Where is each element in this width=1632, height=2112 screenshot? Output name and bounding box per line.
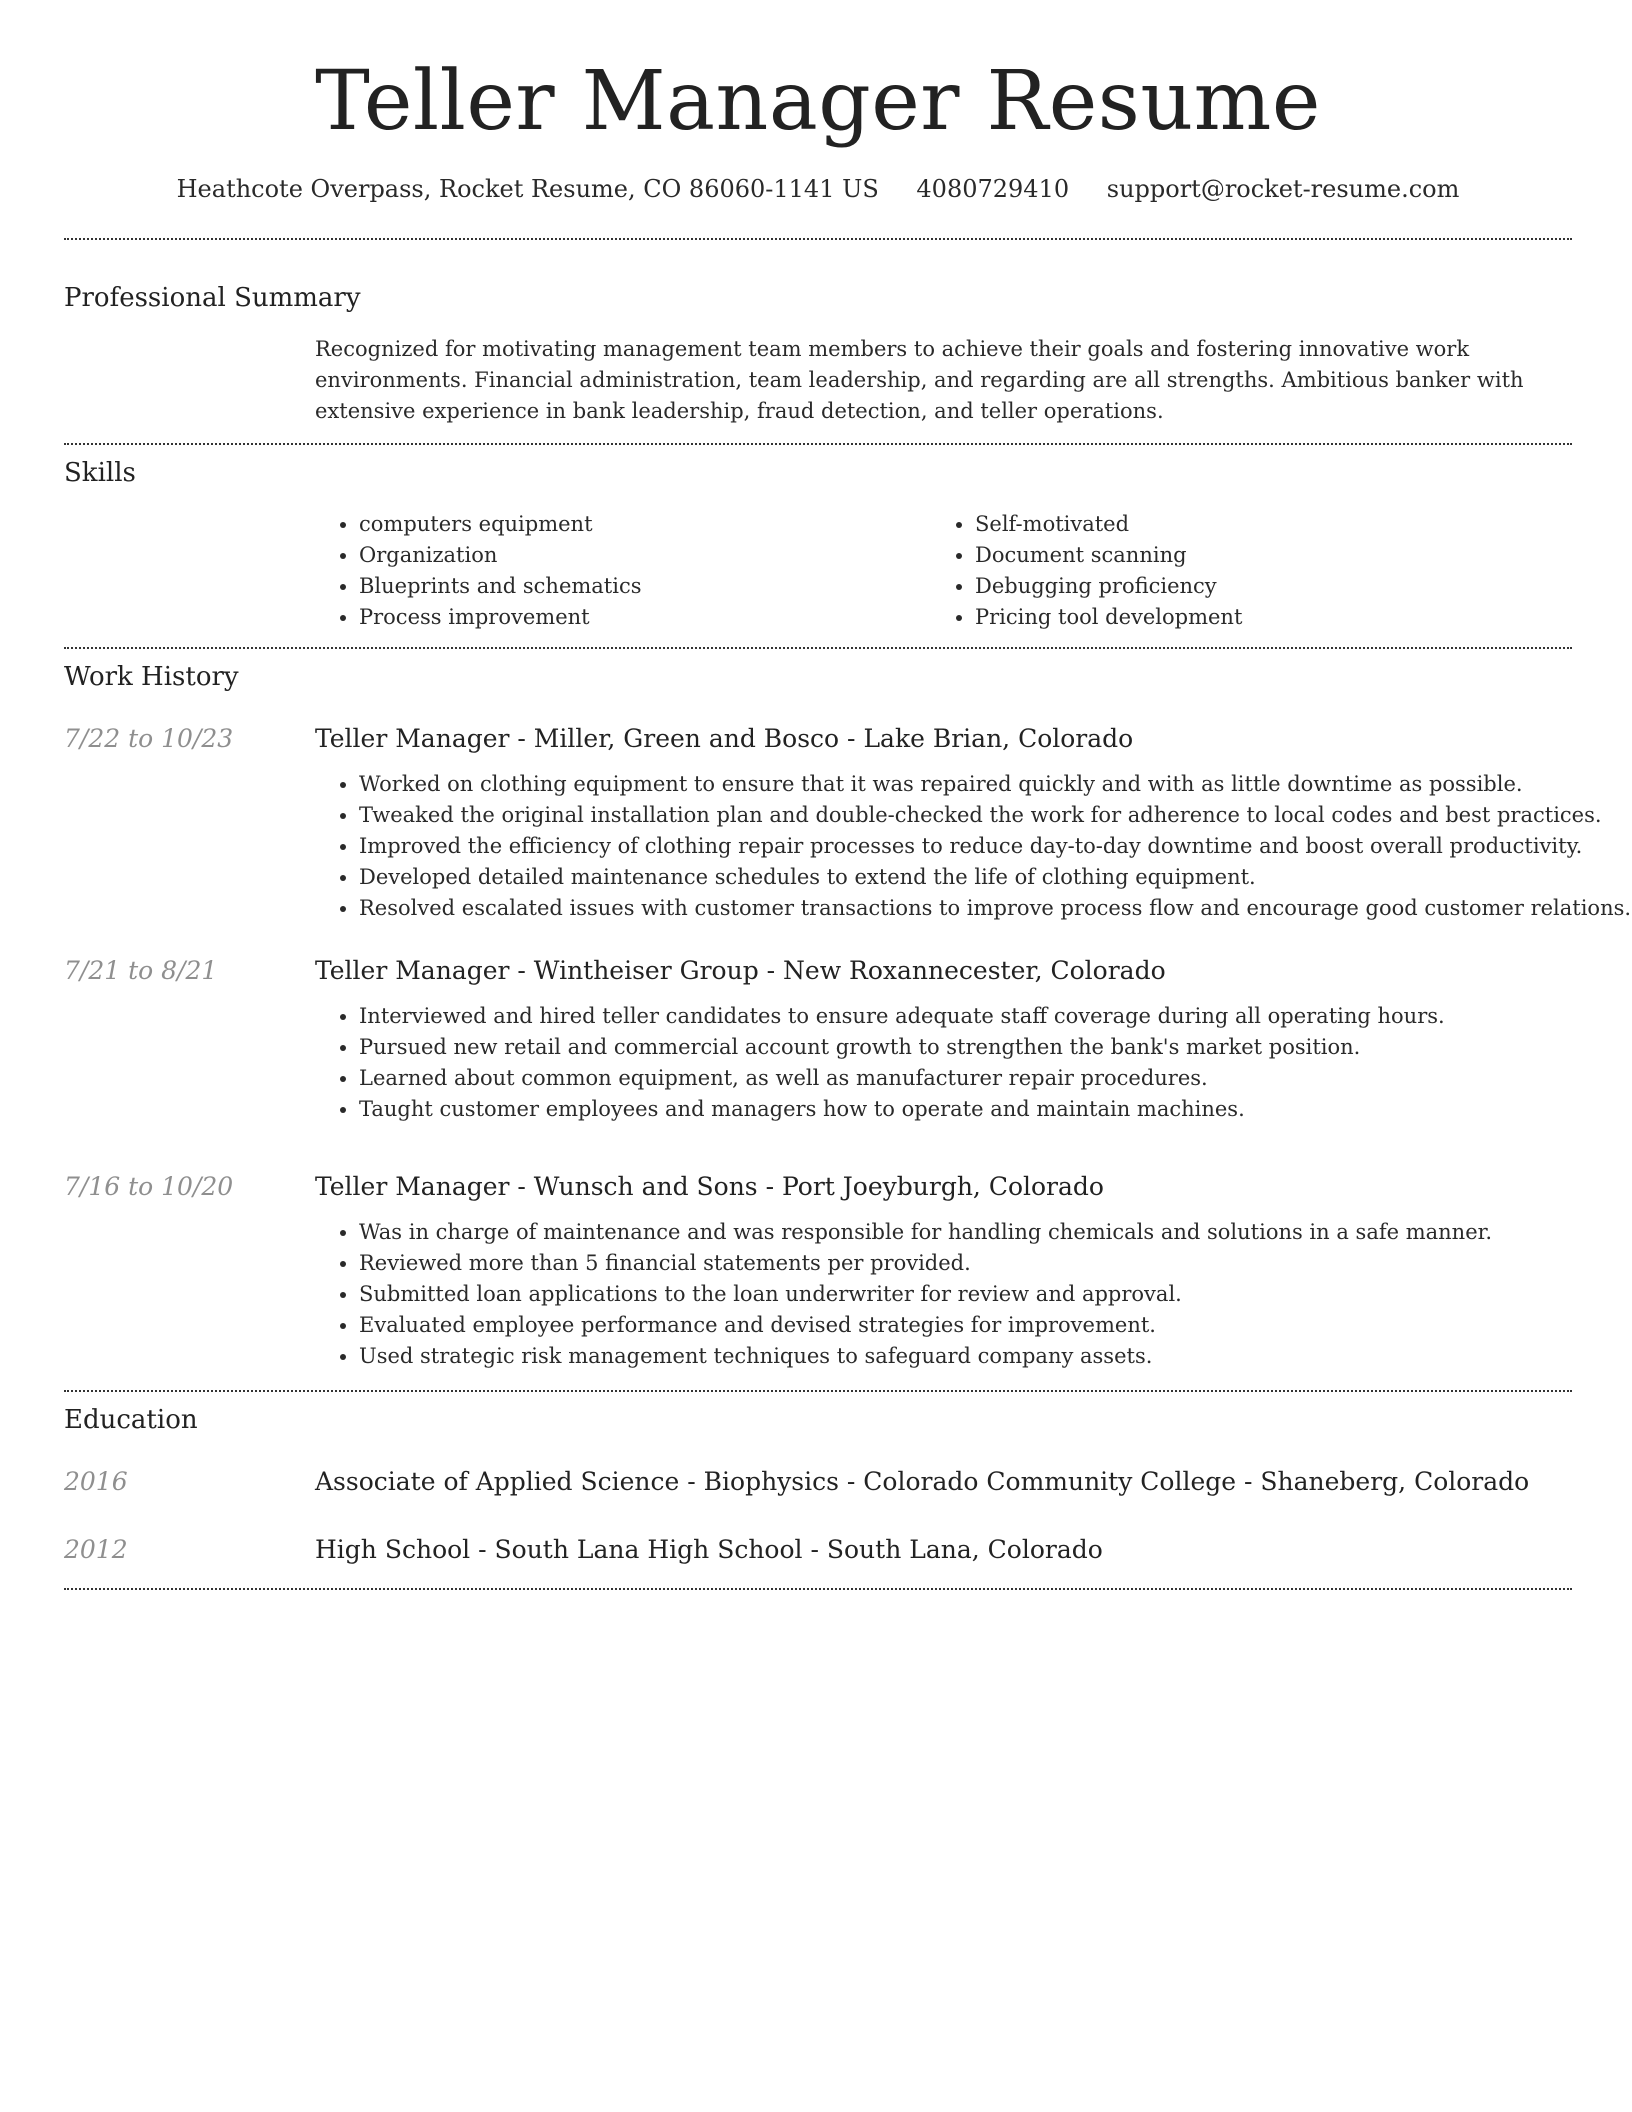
job-bullet: • Pursued new retail and commercial account growth to strengthen the bank's market position. xyxy=(359,1032,1572,1063)
divider xyxy=(64,238,1572,240)
education-entry xyxy=(64,1532,1572,1568)
skill-item: • Organization xyxy=(359,540,931,571)
contact-address: Heathcote Overpass, Rocket Resume, CO 86060-1141 US xyxy=(176,175,879,203)
skills-list-right xyxy=(931,509,1547,633)
job-bullets xyxy=(315,1001,1572,1125)
skill-item: • computers equipment xyxy=(359,509,931,540)
job-bullet: • Interviewed and hired teller candidates to ensure adequate staff coverage during all operating hours. xyxy=(359,1001,1572,1032)
education-entry xyxy=(64,1464,1572,1500)
job-entry xyxy=(64,953,1572,1125)
job-body xyxy=(315,1169,1572,1372)
education-heading: Education xyxy=(64,1405,198,1435)
job-bullet: • Improved the efficiency of clothing repair processes to reduce day-to-day downtime and boost overall productivity. xyxy=(359,831,1631,862)
job-bullet: • Evaluated employee performance and devised strategies for improvement. xyxy=(359,1310,1572,1341)
education-year: 2016 xyxy=(64,1467,128,1496)
job-bullet: • Was in charge of maintenance and was responsible for handling chemicals and solutions in a safe manner. xyxy=(359,1217,1572,1248)
job-body xyxy=(315,721,1631,924)
contact-line xyxy=(64,172,1572,206)
divider xyxy=(64,1390,1572,1392)
job-bullet: • Submitted loan applications to the loan underwriter for review and approval. xyxy=(359,1279,1572,1310)
skill-item: • Blueprints and schematics xyxy=(359,571,931,602)
skills-columns xyxy=(315,509,1572,633)
job-bullet: • Used strategic risk management techniques to safeguard company assets. xyxy=(359,1341,1572,1372)
skills-list-left xyxy=(315,509,931,633)
skill-item: • Process improvement xyxy=(359,602,931,633)
skill-item: • Debugging proficiency xyxy=(975,571,1547,602)
divider xyxy=(64,1588,1572,1590)
job-bullet: • Taught customer employees and managers how to operate and maintain machines. xyxy=(359,1094,1572,1125)
summary-section xyxy=(64,280,1572,427)
education-title: Associate of Applied Science - Biophysics - Colorado Community College - Shaneberg, Colorado xyxy=(315,1467,1530,1496)
work-history-heading: Work History xyxy=(64,662,239,692)
job-bullets xyxy=(315,1217,1572,1372)
job-bullet: • Reviewed more than 5 financial statements per provided. xyxy=(359,1248,1572,1279)
contact-phone: 4080729410 xyxy=(916,175,1070,203)
resume-page xyxy=(64,0,1632,1590)
job-bullet: • Resolved escalated issues with customer transactions to improve process flow and encourage good customer relations. xyxy=(359,893,1631,924)
skills-heading: Skills xyxy=(64,458,136,488)
job-entry xyxy=(64,1169,1572,1372)
job-dates: 7/22 to 10/23 xyxy=(64,724,234,753)
job-dates: 7/16 to 10/20 xyxy=(64,1172,234,1201)
skills-section xyxy=(64,455,1572,633)
contact-email: support@rocket-resume.com xyxy=(1106,175,1460,203)
skill-item: • Document scanning xyxy=(975,540,1547,571)
skill-item: • Self-motivated xyxy=(975,509,1547,540)
job-bullet: • Tweaked the original installation plan and double-checked the work for adherence to local codes and best practices. xyxy=(359,800,1631,831)
job-bullet: • Worked on clothing equipment to ensure that it was repaired quickly and with as little downtime as possible. xyxy=(359,769,1631,800)
divider xyxy=(64,443,1572,445)
resume-title: Teller Manager Resume xyxy=(315,54,1321,149)
divider xyxy=(64,647,1572,649)
job-body xyxy=(315,953,1572,1125)
education-title: High School - South Lana High School - South Lana, Colorado xyxy=(315,1535,1103,1564)
skill-item: • Pricing tool development xyxy=(975,602,1547,633)
job-bullet: • Learned about common equipment, as well as manufacturer repair procedures. xyxy=(359,1063,1572,1094)
summary-text: Recognized for motivating management team members to achieve their goals and fostering innovative work environments. Financial administration, team leadership, and regarding are all strengths. Ambitious banker with extensive experience in bank leadership, fraud detection, and teller operations. xyxy=(315,337,1524,423)
job-dates: 7/21 to 8/21 xyxy=(64,956,218,985)
education-section xyxy=(64,1402,1572,1588)
job-title: Teller Manager - Miller, Green and Bosco - Lake Brian, Colorado xyxy=(315,724,1134,753)
job-title: Teller Manager - Wintheiser Group - New Roxannecester, Colorado xyxy=(315,956,1166,985)
job-bullets xyxy=(315,769,1631,924)
job-bullet: • Developed detailed maintenance schedules to extend the life of clothing equipment. xyxy=(359,862,1631,893)
summary-heading: Professional Summary xyxy=(64,283,361,313)
job-entry xyxy=(64,721,1632,924)
education-year: 2012 xyxy=(64,1535,128,1564)
job-title: Teller Manager - Wunsch and Sons - Port Joeyburgh, Colorado xyxy=(315,1172,1104,1201)
work-history-section xyxy=(64,659,1632,1390)
